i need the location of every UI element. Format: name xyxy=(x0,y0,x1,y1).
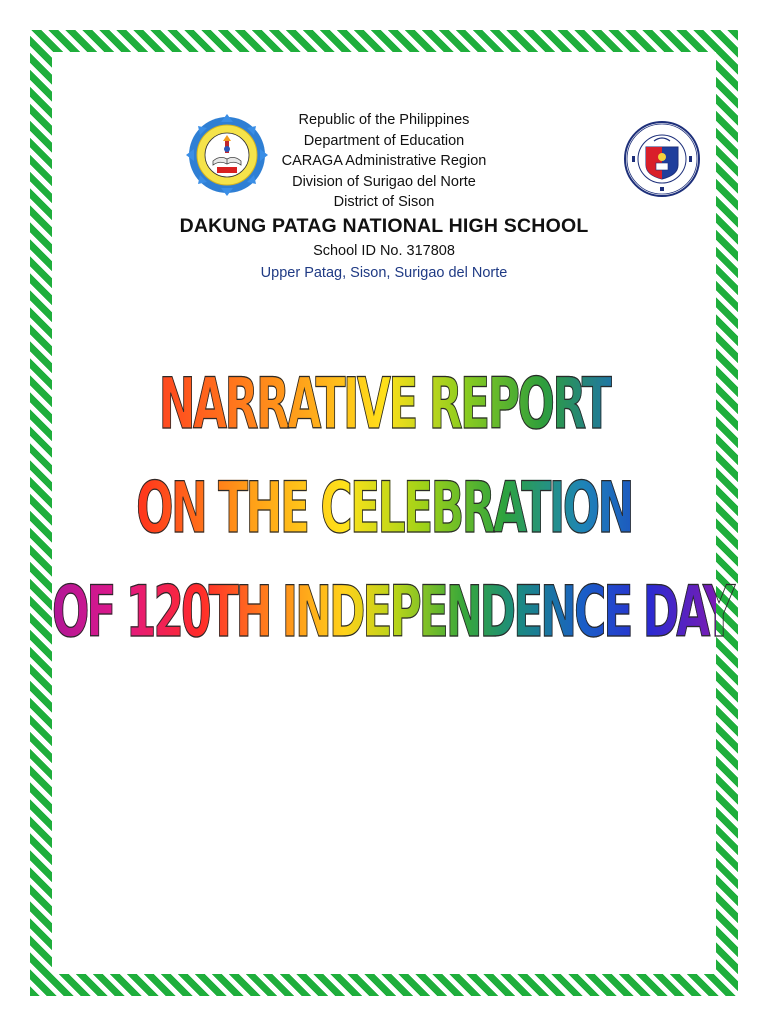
header-line-region: CARAGA Administrative Region xyxy=(281,153,487,170)
header-line-district: District of Sison xyxy=(333,194,435,211)
page-content xyxy=(52,52,732,974)
title-line-narrative-report: NARRATIVE REPORT xyxy=(52,364,716,446)
header-line-division: Division of Surigao del Norte xyxy=(292,173,476,190)
title-line-on-the-celebration: ON THE CELEBRATION xyxy=(52,468,716,550)
header-line-department: Department of Education xyxy=(303,132,465,149)
school-address: Upper Patag, Sison, Surigao del Norte xyxy=(260,265,508,281)
page-border-frame xyxy=(30,30,738,996)
government-header xyxy=(52,110,716,213)
title-line-independence-day: OF 120TH INDEPENDENCE DAY xyxy=(52,572,732,654)
school-name: DAKUNG PATAG NATIONAL HIGH SCHOOL xyxy=(179,215,589,237)
school-id: School ID No. 317808 xyxy=(313,243,455,259)
header-line-republic: Republic of the Philippines xyxy=(298,112,470,128)
